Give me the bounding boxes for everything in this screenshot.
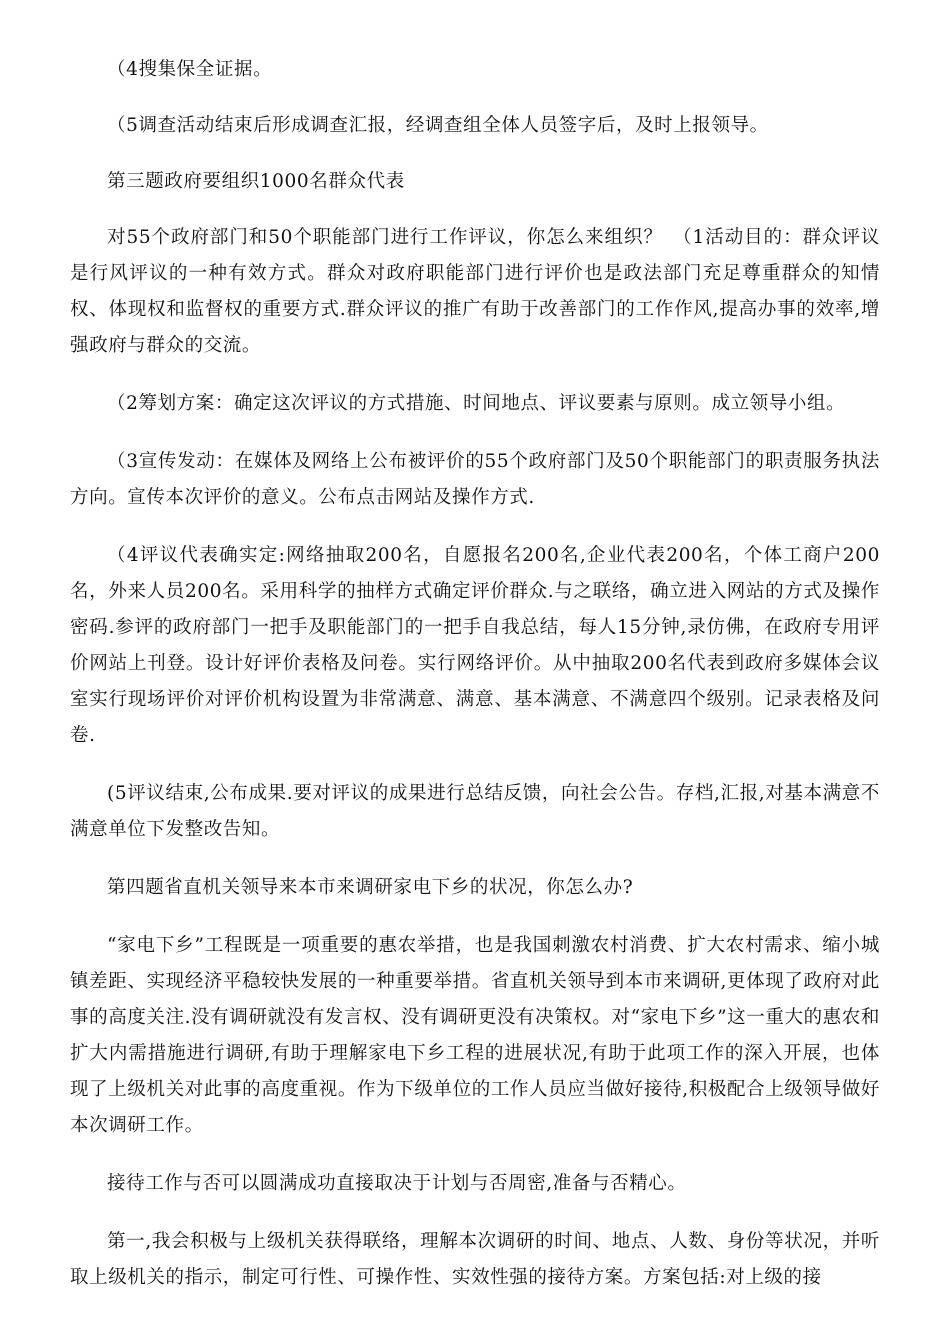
paragraph-evidence: （4搜集保全证据。 <box>107 59 273 80</box>
paragraph-publicity: （3宣传发动：在媒体及网络上公布被评价的55个政府部门及50个职能部门的职责服务执法方向。宣传本次评价的意义。公布点击网站及操作方式. <box>70 451 880 508</box>
paragraph-investigation-report: （5调查活动结束后形成调查汇报，经调查组全体人员签字后，及时上报领导。 <box>107 115 769 136</box>
paragraph-first-step: 第一,我会积极与上级机关获得联络，理解本次调研的时间、地点、人数、身份等状况，并听取上级机关的指示，制定可行性、可操作性、实效性强的接待方案。方案包括:对上级的接 <box>70 1231 880 1288</box>
question-four-heading: 第四题省直机关领导来本市来调研家电下乡的状况，你怎么办? <box>107 877 634 898</box>
question-three-heading: 第三题政府要组织1000名群众代表 <box>107 171 405 192</box>
paragraph-activity-purpose: 对55个政府部门和50个职能部门进行工作评议，你怎么来组织？ （1活动目的：群众评议是行风评议的一种有效方式。群众对政府职能部门进行评价也是政法部门充足尊重群众的知情权、体现权和监督权的重要方式.群众评议的推广有助于改善部门的工作作风,提高办事的效率,增强政府与群众的交流。 <box>70 227 880 356</box>
paragraph-representatives: （4评议代表确实定:网络抽取200名，自愿报名200名,企业代表200名，个体工商户200名，外来人员200名。采用科学的抽样方式确定评价群众.与之联络，确立进入网站的方式及操作密码.参评的政府部门一把手及职能部门的一把手自我总结，每人15分钟,录仿佛，在政府专用评价网站上刊登。设计好评价表格及问卷。实行网络评价。从中抽取200名代表到政府多媒体会议室实行现场评价对评价机构设置为非常满意、满意、基本满意、不满意四个级别。记录表格及问卷. <box>70 545 880 746</box>
paragraph-results: (5评议结束,公布成果.要对评议的成果进行总结反馈，向社会公告。存档,汇报,对基本满意不满意单位下发整改告知。 <box>70 783 880 840</box>
paragraph-planning: （2筹划方案：确定这次评议的方式措施、时间地点、评议要素与原则。成立领导小组。 <box>107 393 846 414</box>
paragraph-reception-success: 接待工作与否可以圆满成功直接取决于计划与否周密,准备与否精心。 <box>107 1173 687 1194</box>
paragraph-appliances-policy: “家电下乡”工程既是一项重要的惠农举措，也是我国刺激农村消费、扩大农村需求、缩小城镇差距、实现经济平稳较快发展的一种重要举措。省直机关领导到本市来调研,更体现了政府对此事的高度关注.没有调研就没有发言权、没有调研更没有决策权。对“家电下乡”这一重大的惠农和扩大内需措施进行调研,有助于理解家电下乡工程的进展状况,有助于此项工作的深入开展，也体现了上级机关对此事的高度重视。作为下级单位的工作人员应当做好接待,积极配合上级领导做好本次调研工作。 <box>70 935 880 1136</box>
